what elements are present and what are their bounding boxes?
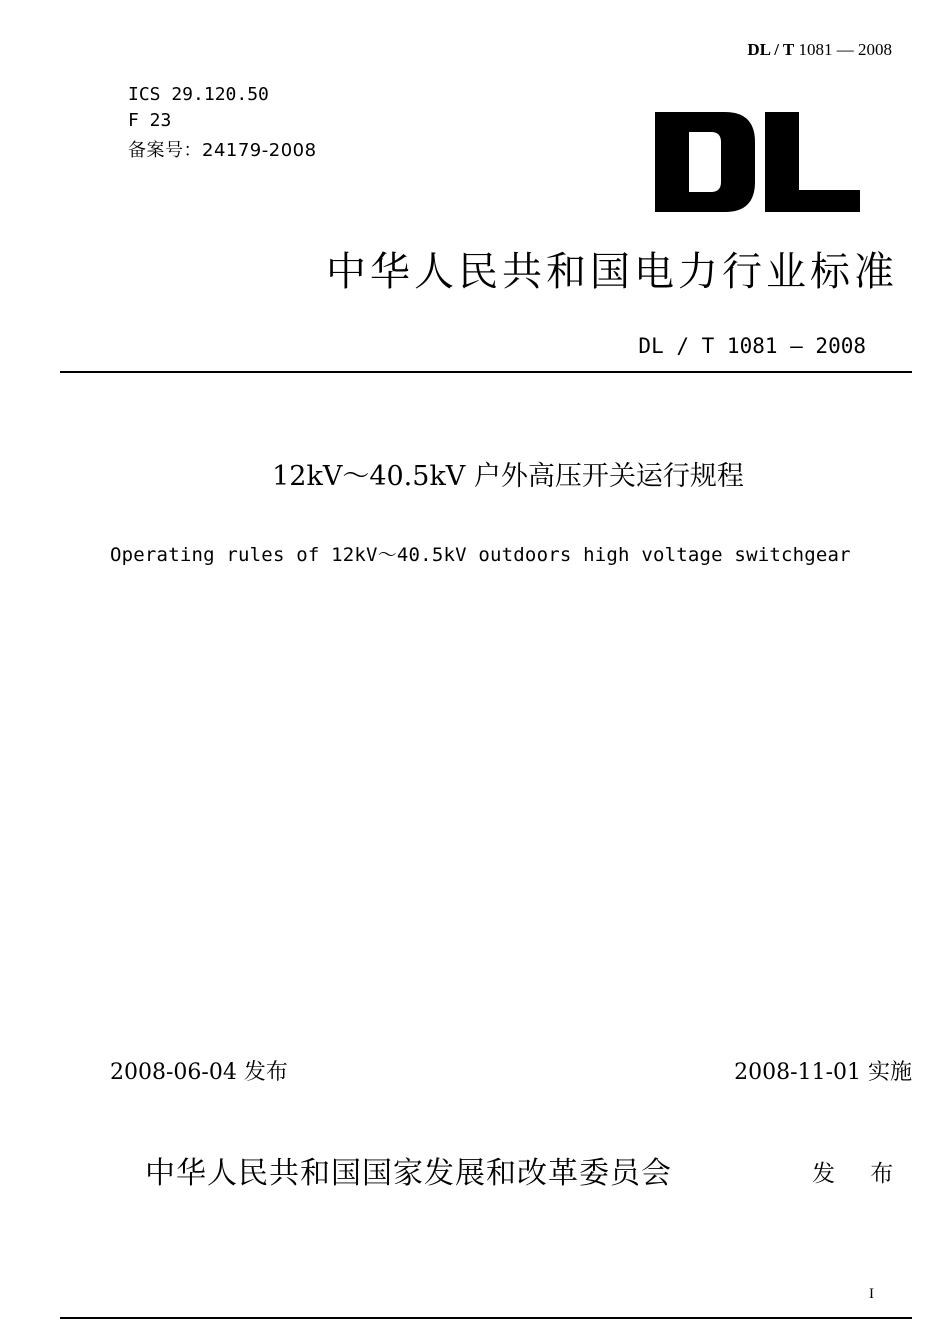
ics-code: ICS 29.120.50 <box>128 84 269 105</box>
document-title-chinese: 12kV～40.5kV 户外高压开关运行规程 <box>272 461 744 492</box>
record-number: 备案号：24179-2008 <box>128 140 317 161</box>
category-code: F 23 <box>128 110 172 131</box>
issue-date: 2008-06-04 发布 <box>110 1060 288 1085</box>
standard-title: 中华人民共和国电力行业标准 <box>326 249 898 295</box>
header-standard-code <box>747 40 892 60</box>
dl-logo-d-shape <box>655 112 755 212</box>
dl-logo-l-shape <box>765 112 860 212</box>
dl-logo <box>655 112 860 212</box>
page-number: I <box>869 1286 874 1302</box>
top-divider <box>60 371 912 373</box>
header-code-number: 1081 — 2008 <box>794 40 892 59</box>
document-title-english: Operating rules of 12kV～40.5kV outdoors high voltage switchgear <box>110 544 851 566</box>
bottom-divider <box>60 1317 912 1319</box>
issuing-authority: 中华人民共和国国家发展和改革委员会 <box>145 1156 672 1191</box>
effective-date: 2008-11-01 实施 <box>734 1060 912 1085</box>
header-code-prefix: DL / T <box>747 40 795 59</box>
issued-label: 发 布 <box>812 1161 902 1187</box>
standard-number: DL / T 1081 — 2008 <box>638 334 866 358</box>
